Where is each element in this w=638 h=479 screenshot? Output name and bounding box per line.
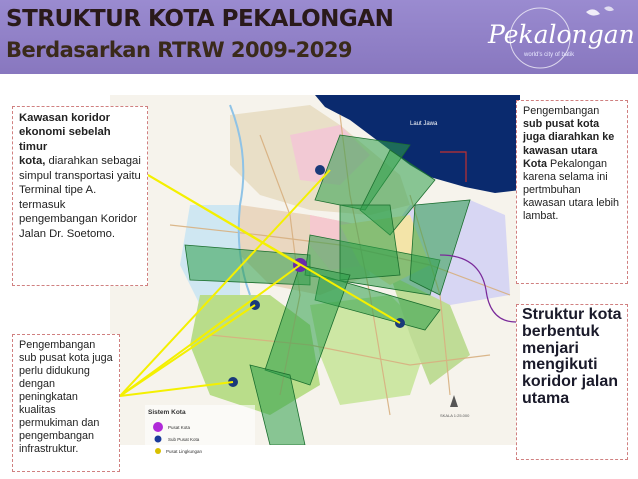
logo-tagline: world's city of batik bbox=[524, 52, 575, 58]
city-structure-text: Struktur kota berbentuk menjari mengikuti koridor jalan utama bbox=[522, 306, 622, 407]
yellow-arrows bbox=[120, 170, 400, 396]
info-box-city-structure bbox=[516, 304, 628, 460]
north-development-bold: sub pusat kota juga diarahkan ke kawasan utara Kota bbox=[523, 118, 615, 170]
legend-item-neighborhood: Pusat Lingkungan bbox=[166, 449, 203, 454]
logo-wordmark: Pekalongan bbox=[488, 20, 635, 49]
info-box-sub-center-support bbox=[12, 334, 120, 472]
sub-center-support-text: Pengembangan sub pusat kota juga perlu didukung dengan peningkatan kualitas permukiman dan pengembangan infrastruktur. bbox=[19, 339, 113, 455]
page-subtitle: Berdasarkan RTRW 2009-2029 bbox=[6, 38, 353, 62]
page-title: STRUKTUR KOTA PEKALONGAN bbox=[6, 6, 394, 32]
info-box-north-development bbox=[516, 100, 628, 284]
info-box-east-corridor bbox=[12, 106, 148, 286]
north-development-line1: Pengembangan bbox=[523, 105, 600, 117]
sea-label: Laut Jawa bbox=[410, 121, 438, 127]
north-development-body: Pekalongan karena selama ini pertmbuhan kawasan utara lebih lambat. bbox=[523, 157, 620, 223]
east-corridor-bold-word: kota, bbox=[19, 155, 46, 168]
red-connector bbox=[440, 152, 466, 182]
east-corridor-body: diarahkan sebagai simpul transportasi yaitu Terminal tipe A. termasuk pengembangan Koridor Jalan Dr. Soetomo. bbox=[19, 155, 141, 240]
legend-item-city-center: Pusat Kota bbox=[168, 425, 191, 430]
legend-item-sub-center: Sub Pusat Kota bbox=[168, 437, 200, 442]
east-corridor-heading: Kawasan koridor ekonomi sebelah timur bbox=[19, 112, 111, 153]
purple-connector bbox=[440, 255, 516, 322]
scale-label: SKALA 1:25.000 bbox=[440, 413, 470, 418]
legend-title: Sistem Kota bbox=[148, 409, 186, 416]
